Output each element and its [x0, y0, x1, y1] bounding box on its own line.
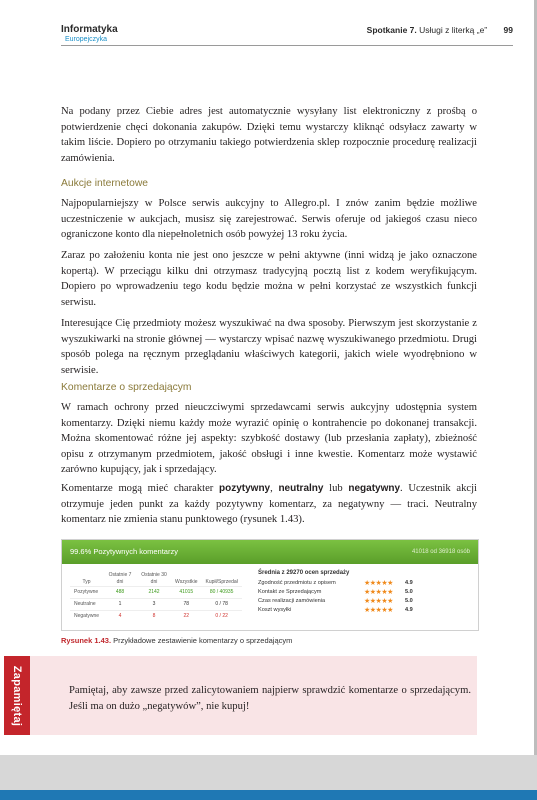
star-rating-icon: ★★★★★ [364, 606, 393, 614]
rating-label: Kontakt ze Sprzedającym [258, 588, 322, 595]
rating-row [258, 605, 470, 614]
paragraph-allegro: Najpopularniejszy w Polsce serwis aukcyjny to Allegro.pl. I znów zanim będzie możliwe uczestniczenie w aukcjach, musisz się zarejestrować. Serwis oferuje od jakiegoś czasu nieco ograniczone konto dla niepełnoletnich osób powyżej 13 roku życia. [61, 198, 477, 241]
rating-value: 4.9 [405, 606, 413, 613]
table-row [70, 587, 242, 599]
feedback-summary-figure [61, 539, 479, 631]
table-header-cell: Typ [82, 579, 91, 585]
table-cell: 78 [171, 599, 202, 611]
table-cell: 3 [137, 599, 171, 611]
feedback-header-bar [62, 540, 478, 564]
table-cell: 22 [171, 611, 202, 623]
paragraph-account: Zaraz po założeniu konta nie jest ono jeszcze w pełni aktywne (inni widzą je jako oznaczone kopertą). W przeciągu kilku dni otrzymasz tradycyjną pocztą list z kodem weryfikującym. Dopiero po wprowadzeniu tego kodu będzie można w pełni korzystać ze wszystkich funkcji serwisu. [61, 250, 477, 308]
rating-row [258, 578, 470, 587]
chapter-label: Spotkanie 7. [366, 25, 417, 35]
rating-row [258, 596, 470, 605]
table-cell: 41015 [171, 587, 202, 599]
ratings-title: Średnia z 29270 ocen sprzedaży [258, 570, 350, 576]
table-cell: 4 [103, 611, 137, 623]
rating-value: 4.9 [405, 579, 413, 586]
star-rating-icon: ★★★★★ [364, 588, 393, 596]
table-header-cell: Wszystkie [175, 579, 198, 585]
rating-row [258, 587, 470, 596]
feedback-count: 41018 od 36918 osób [411, 549, 470, 555]
table-cell: 2142 [137, 587, 171, 599]
table-cell: 80 / 40935 [202, 587, 242, 599]
brand-title: Informatyka [61, 24, 118, 35]
chapter-title: Usługi z literką „e” [419, 25, 488, 35]
paragraph-confirmation: Na podany przez Ciebie adres jest automatycznie wysyłany list elektroniczny z prośbą o potwierdzenie chęci dokonania zakupów. Dzięki temu wystarczy kliknąć odsyłacz zawarty w takim liście. Dopiero po otrzymaniu takiego potwierdzenia sklep rozpocznie procedurę realizacji zamówienia. [61, 106, 477, 164]
heading-comments: Komentarze o sprzedającym [61, 382, 192, 393]
row-label: Negatywne [70, 611, 103, 623]
table-cell: 1 [103, 599, 137, 611]
figure-caption [61, 636, 292, 645]
header-rule [61, 45, 513, 46]
remember-label: Zapamiętaj [11, 665, 23, 727]
rating-label: Czas realizacji zamówienia [258, 597, 326, 604]
positive-percentage: 99.6% Pozytywnych komentarzy [70, 547, 178, 556]
rating-label: Zgodność przedmiotu z opisem [258, 579, 336, 586]
star-rating-icon: ★★★★★ [364, 579, 393, 587]
row-label: Neutralne [70, 599, 103, 611]
term-neutral: neutralny [278, 483, 324, 494]
series-brand [61, 24, 118, 44]
row-label: Pozytywne [70, 587, 103, 599]
table-cell: 0 / 78 [202, 599, 242, 611]
page-number: 99 [503, 25, 513, 35]
viewer-bottom-bar [0, 790, 537, 800]
heading-auctions: Aukcje internetowe [61, 178, 149, 189]
paragraph-comment-types: Komentarze mogą mieć charakter pozytywny, neutralny lub negatywny. Uczestnik akcji otrzymuje jeden punkt za każdy pozytywny komentarz, za negatywny — traci. Neutralny komentarz nie zmienia stanu punktowego (rysunek 1.43). [61, 483, 477, 526]
remember-text: Pamiętaj, aby zawsze przed zalicytowaniem najpierw sprawdzić komentarze o sprzedającym. Jeśli ma on dużo „negatywów”, nie kupuj! [69, 685, 471, 712]
seller-ratings [258, 570, 470, 614]
paragraph-comment-system: W ramach ochrony przed nieuczciwymi sprzedawcami serwis aukcyjny udostępnia system komentarzy. Dzięki niemu każdy może wyrazić opinię o kontrahencie po dokonanej transakcji. Można skomentować różne jej aspekty: szybkość dostawy (lub przesłania zapłaty), zbieżność opisu z otrzymanym przedmiotem, jakość obsługi i inne kwestie. Komentarz może wystawić zarówno kupujący, jak i sprzedający. [61, 402, 477, 476]
table-header-cell: Ostatnie 30 dni [141, 572, 167, 585]
table-row [70, 611, 242, 623]
paragraph-search: Interesujące Cię przedmioty możesz wyszukiwać na dwa sposoby. Pierwszym jest skorzystanie z wyszukiwarki na stronie głównej — wystarczy wpisać nazwę wyszukiwanego przedmiotu. Drugi sposób polega na ręcznym przeglądaniu właściwych kategorii, jakich wiele wyodrębniono w serwisie. [61, 318, 477, 376]
term-positive: pozytywny [219, 483, 271, 494]
caption-text: Przykładowe zestawienie komentarzy o sprzedającym [113, 636, 293, 645]
rating-value: 5.0 [405, 597, 413, 604]
caption-label: Rysunek 1.43. [61, 636, 112, 645]
feedback-table [70, 570, 242, 622]
rating-value: 5.0 [405, 588, 413, 595]
star-rating-icon: ★★★★★ [364, 597, 393, 605]
term-negative: negatywny [348, 483, 401, 494]
brand-subtitle: Europejczyka [65, 36, 108, 43]
table-cell: 8 [137, 611, 171, 623]
running-header [367, 25, 513, 35]
table-cell: 488 [103, 587, 137, 599]
table-row [70, 599, 242, 611]
rating-label: Koszt wysyłki [258, 606, 292, 613]
table-header-cell: Ostatnie 7 dni [108, 572, 132, 585]
table-cell: 0 / 22 [202, 611, 242, 623]
table-header-cell: Kupił/Sprzedał [205, 579, 238, 585]
remember-tab [4, 656, 30, 735]
